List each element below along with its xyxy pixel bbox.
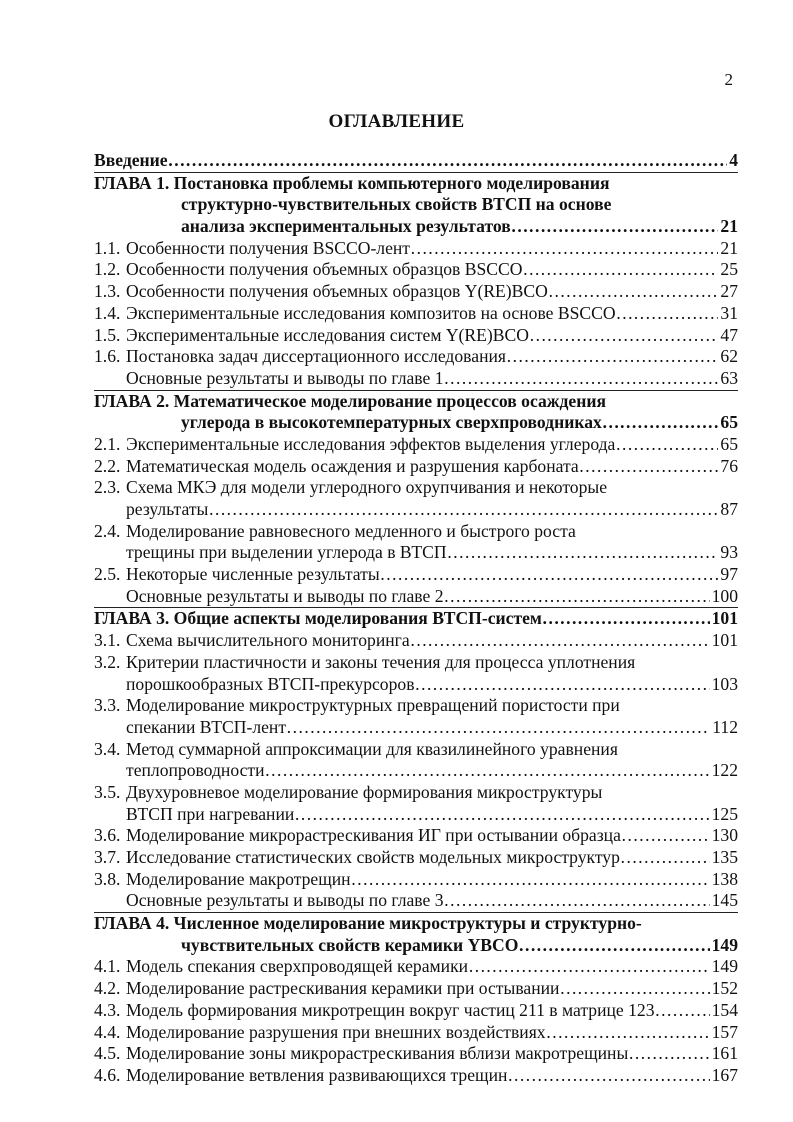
section-number: 4.4. <box>94 1021 121 1042</box>
entry-title: Некоторые численные результаты <box>126 564 380 585</box>
section-number: 3.8. <box>94 868 121 889</box>
page-ref: 125 <box>711 803 738 824</box>
entry-title: Двухуровневое моделирование формирования микроструктуры <box>126 781 603 802</box>
entry-title: спекании ВТСП-лент <box>126 716 287 737</box>
page-ref: 157 <box>711 1021 738 1042</box>
toc-entry <box>94 434 738 456</box>
toc-entry <box>94 869 738 891</box>
dot-leader <box>351 869 710 891</box>
page-ref: 100 <box>711 585 738 606</box>
dot-leader <box>522 259 718 281</box>
entry-title: Моделирование микрорастрескивания ИГ при остывании образца <box>126 825 621 846</box>
section-number: 4.1. <box>94 956 121 977</box>
toc-entry <box>94 1065 738 1087</box>
section-number: 2.4. <box>94 520 121 541</box>
section-number: 2.2. <box>94 455 121 476</box>
dot-leader <box>286 717 710 739</box>
toc-entry <box>94 912 738 935</box>
section-number: 1.2. <box>94 259 121 280</box>
dot-leader <box>265 760 710 782</box>
dot-leader <box>548 281 719 303</box>
dot-leader <box>602 412 719 434</box>
toc-entry <box>94 238 738 260</box>
page-ref: 101 <box>711 630 738 651</box>
toc-entry <box>94 695 738 717</box>
section-number: 2.3. <box>94 477 121 498</box>
dot-leader <box>616 303 719 325</box>
entry-title: Моделирование разрушения при внешних воздействиях <box>126 1021 546 1042</box>
page-ref: 65 <box>720 433 738 454</box>
dot-leader <box>208 499 718 521</box>
page-number: 2 <box>724 70 733 89</box>
page-ref: 149 <box>711 956 738 977</box>
page-ref: 130 <box>711 825 738 846</box>
dot-leader <box>620 847 710 869</box>
entry-title: ГЛАВА 4. Численное моделирование микроструктуры и структурно- <box>94 913 642 934</box>
toc-entry <box>94 303 738 325</box>
section-number: 2.5. <box>94 564 121 585</box>
page-ref: 103 <box>711 673 738 694</box>
toc-entry <box>94 674 738 696</box>
toc-entry <box>94 368 738 390</box>
toc-entry <box>94 804 738 826</box>
page-ref: 161 <box>711 1043 738 1064</box>
dot-leader <box>511 216 719 238</box>
toc-entry <box>94 564 738 586</box>
toc-entry <box>94 956 738 978</box>
toc-entry <box>94 412 738 434</box>
entry-title: Введение <box>94 150 168 170</box>
page-ref: 122 <box>711 760 738 781</box>
entry-title: Основные результаты и выводы по главе 1 <box>126 367 444 388</box>
toc-entry <box>94 390 738 413</box>
entry-title: Схема МКЭ для модели углеродного охрупчивания и некоторые <box>126 477 608 498</box>
section-number: 3.6. <box>94 825 121 846</box>
page-ref: 112 <box>712 716 738 737</box>
page-ref: 62 <box>720 346 738 367</box>
entry-title: Моделирование растрескивания керамики при остывании <box>126 978 560 999</box>
section-number: 1.5. <box>94 324 121 345</box>
entry-title: Моделирование микроструктурных превращений пористости при <box>126 695 620 716</box>
section-number: 4.3. <box>94 999 121 1020</box>
dot-leader <box>294 804 709 826</box>
dot-leader <box>655 1000 710 1022</box>
page-ref: 101 <box>711 608 738 629</box>
dot-leader <box>542 608 710 630</box>
page-ref: 87 <box>720 499 738 519</box>
dot-leader <box>615 434 718 456</box>
page-ref: 97 <box>720 564 738 585</box>
toc-entry <box>94 760 738 782</box>
toc-entry <box>94 1000 738 1022</box>
entry-title: чувствительных свойств керамики YBCO <box>181 934 519 955</box>
entry-title: Особенности получения объемных образцов Y(RE)BCO <box>126 281 548 302</box>
dot-leader <box>507 1065 709 1087</box>
toc-entry <box>94 935 738 957</box>
dot-leader <box>444 586 710 608</box>
dot-leader <box>410 238 718 260</box>
toc-entry <box>94 825 738 847</box>
section-number: 1.6. <box>94 346 121 367</box>
page-ref: 152 <box>711 978 738 999</box>
toc-entry <box>94 652 738 674</box>
entry-title: Исследование статистических свойств модельных микроструктур <box>126 847 620 867</box>
page-ref: 76 <box>720 455 738 476</box>
page-ref: 27 <box>720 281 738 302</box>
page-ref: 145 <box>711 890 738 911</box>
toc-entry <box>94 281 738 303</box>
section-number: 4.5. <box>94 1043 121 1064</box>
entry-title: Математическая модель осаждения и разрушения карбоната <box>126 455 579 476</box>
dot-leader <box>415 674 710 696</box>
page-ref: 47 <box>720 324 738 345</box>
toc-entry <box>94 325 738 347</box>
entry-title: ГЛАВА 3. Общие аспекты моделирования ВТСП-систем <box>94 608 542 629</box>
dot-leader <box>506 346 718 368</box>
toc-entry <box>94 477 738 499</box>
dot-leader <box>559 978 709 1000</box>
toc-entry <box>94 216 738 238</box>
page-ref: 93 <box>720 542 738 563</box>
page-ref: 149 <box>711 934 738 955</box>
dot-leader <box>447 542 719 564</box>
toc-entry <box>94 630 738 652</box>
dot-leader <box>529 325 718 347</box>
entry-title: трещины при выделении углерода в ВТСП <box>126 542 447 563</box>
entry-title: ВТСП при нагревании <box>126 803 295 824</box>
entry-title: Критерии пластичности и законы течения для процесса уплотнения <box>126 651 636 672</box>
dot-leader <box>518 935 709 957</box>
entry-title: Модель формирования микротрещин вокруг частиц 211 в матрице 123 <box>126 999 655 1020</box>
entry-title: Моделирование равновесного медленного и быстрого роста <box>126 520 576 541</box>
toc-entry <box>94 890 738 912</box>
entry-title: анализа экспериментальных результатов <box>181 216 511 237</box>
page-ref: 21 <box>720 216 738 237</box>
dot-leader <box>444 890 710 912</box>
entry-title: Моделирование ветвления развивающихся трещин <box>126 1064 508 1085</box>
toc-entry <box>94 194 738 216</box>
page-ref: 154 <box>711 999 738 1020</box>
entry-title: Моделирование макротрещин <box>126 868 351 889</box>
toc-entry <box>94 521 738 543</box>
section-number: 3.1. <box>94 630 121 651</box>
page-ref: 4 <box>729 150 738 170</box>
section-number: 1.1. <box>94 237 121 258</box>
entry-title: Экспериментальные исследования систем Y(RE)BCO <box>126 324 529 345</box>
entry-title: результаты <box>126 499 209 519</box>
toc-entry <box>94 847 738 869</box>
entry-title: ГЛАВА 2. Математическое моделирование процессов осаждения <box>94 390 607 411</box>
toc-title: ОГЛАВЛЕНИЕ <box>328 111 465 132</box>
entry-title: Основные результаты и выводы по главе 3 <box>126 890 444 911</box>
toc-entry <box>94 739 738 761</box>
entry-title: структурно-чувствительных свойств ВТСП на основе <box>181 194 612 215</box>
page-ref: 138 <box>711 868 738 889</box>
page-ref: 135 <box>711 847 738 867</box>
section-number: 4.6. <box>94 1064 121 1085</box>
page-ref: 31 <box>720 302 738 323</box>
toc-entry <box>94 586 738 608</box>
toc-entry <box>94 717 738 739</box>
dot-leader <box>621 825 710 847</box>
dot-leader <box>444 368 719 390</box>
entry-title: Основные результаты и выводы по главе 2 <box>126 585 444 606</box>
section-number: 4.2. <box>94 978 121 999</box>
entry-title: Особенности получения объемных образцов BSCCO <box>126 259 523 280</box>
page-ref: 167 <box>711 1064 738 1085</box>
toc-entry <box>94 150 738 172</box>
toc-entry <box>94 172 738 195</box>
toc-entry <box>94 782 738 804</box>
dot-leader <box>410 630 710 652</box>
page-ref: 63 <box>720 367 738 388</box>
entry-title: Метод суммарной аппроксимации для квазилинейного уравнения <box>126 738 618 759</box>
toc-entry <box>94 542 738 564</box>
section-number: 1.4. <box>94 302 121 323</box>
dot-leader <box>380 564 719 586</box>
toc-entry <box>94 456 738 478</box>
page-ref: 25 <box>720 259 738 280</box>
dot-leader <box>168 150 728 172</box>
section-number: 2.1. <box>94 433 121 454</box>
entry-title: Схема вычислительного мониторинга <box>126 630 410 651</box>
toc-entry <box>94 259 738 281</box>
dot-leader <box>628 1043 709 1065</box>
toc-entry <box>94 346 738 368</box>
toc-entry <box>94 499 738 521</box>
section-number: 3.5. <box>94 781 121 802</box>
entry-title: Постановка задач диссертационного исследования <box>126 346 506 367</box>
dot-leader <box>546 1022 710 1044</box>
section-number: 3.4. <box>94 738 121 759</box>
section-number: 3.2. <box>94 651 121 672</box>
entry-title: порошкообразных ВТСП-прекурсоров <box>126 673 415 694</box>
entry-title: ГЛАВА 1. Постановка проблемы компьютерного моделирования <box>94 172 610 193</box>
entry-title: Модель спекания сверхпроводящей керамики <box>126 956 469 977</box>
section-number: 1.3. <box>94 281 121 302</box>
entry-title: Экспериментальные исследования композитов на основе BSCCO <box>126 302 616 323</box>
page-ref: 21 <box>720 237 738 258</box>
section-number: 3.7. <box>94 847 121 867</box>
entry-title: теплопроводности <box>126 760 265 781</box>
entry-title: углерода в высокотемпературных сверхпроводниках <box>181 412 602 433</box>
entry-title: Экспериментальные исследования эффектов выделения углерода <box>126 433 616 454</box>
dot-leader <box>579 456 719 478</box>
page-ref: 65 <box>720 412 738 433</box>
toc-entry <box>94 1043 738 1065</box>
toc-entry <box>94 978 738 1000</box>
entry-title: Моделирование зоны микрорастрескивания вблизи макротрещины <box>126 1043 629 1064</box>
toc-entry <box>94 607 738 630</box>
toc-entry <box>94 1022 738 1044</box>
table-of-contents <box>94 150 738 1087</box>
section-number: 3.3. <box>94 695 121 716</box>
dot-leader <box>468 956 710 978</box>
entry-title: Особенности получения BSCCO-лент <box>126 237 410 258</box>
